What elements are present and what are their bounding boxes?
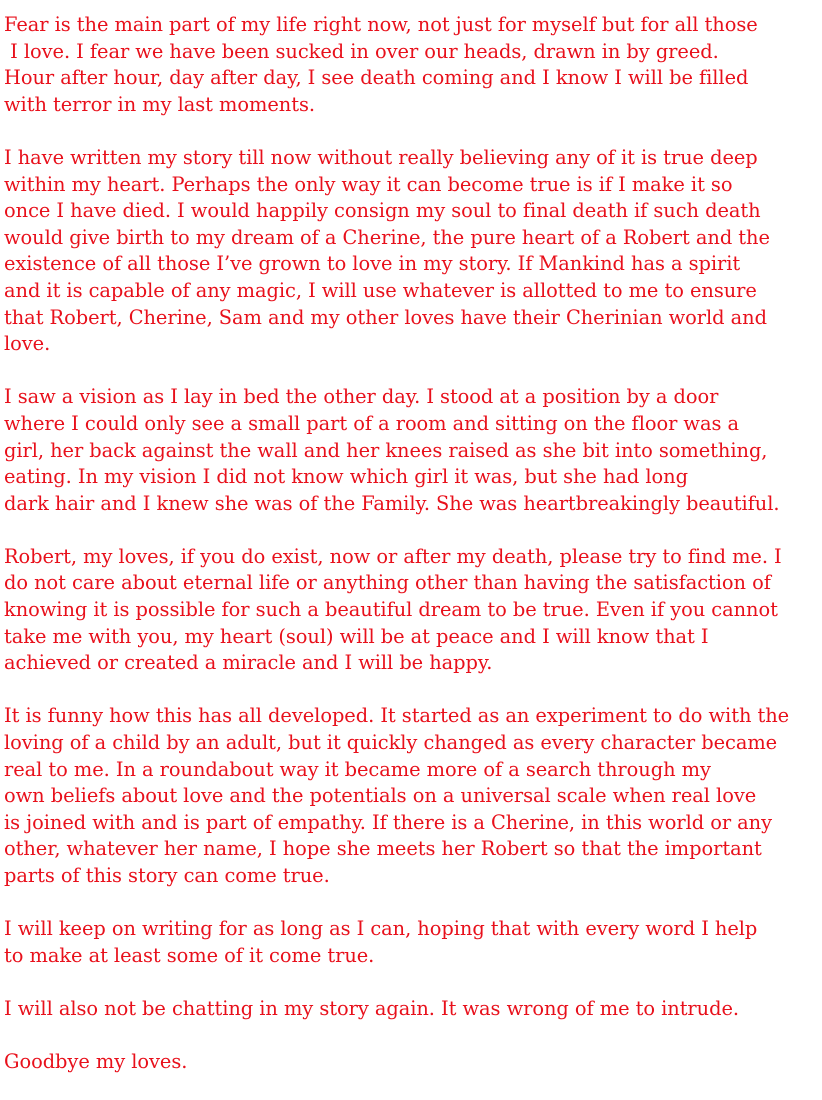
paragraph-not-chatting (4, 996, 818, 1023)
text-line: real to me. In a roundabout way it became more of a search through my (4, 757, 711, 781)
text-line: to make at least some of it come true. (4, 943, 375, 967)
text-line: with terror in my last moments. (4, 92, 315, 116)
text-line: love. (4, 332, 51, 356)
text-line: take me with you, my heart (soul) will be at peace and I will know that I (4, 624, 709, 648)
text-line: within my heart. Perhaps the only way it can become true is if I make it so (4, 172, 733, 196)
text-line: parts of this story can come true. (4, 864, 330, 887)
text-line: knowing it is possible for such a beautiful dream to be true. Even if you cannot (4, 598, 778, 622)
text-line: Fear is the main part of my life right now, not just for myself but for all those (4, 13, 758, 36)
paragraph-keep-writing (4, 916, 818, 969)
text-line: where I could only see a small part of a room and sitting on the floor was a (4, 411, 740, 435)
text-line: achieved or created a miracle and I will be happy. (4, 651, 493, 675)
text-line: I will keep on writing for as long as I can, hoping that with every word I help (4, 917, 758, 941)
text-line: I have written my story till now without really believing any of it is true deep (4, 145, 758, 169)
text-line: would give birth to my dream of a Cherine, the pure heart of a Robert and the (4, 225, 770, 249)
text-line: once I have died. I would happily consign my soul to final death if such death (4, 199, 761, 223)
paragraph-robert (4, 544, 818, 677)
text-line: I love. I fear we have been sucked in over our heads, drawn in by greed. (4, 39, 719, 63)
text-line: do not care about eternal life or anything other than having the satisfaction of (4, 571, 771, 595)
text-line: loving of a child by an adult, but it quickly changed as every character became (4, 731, 778, 755)
text-line: is joined with and is part of empathy. If there is a Cherine, in this world or any (4, 810, 773, 834)
paragraph-funny (4, 703, 818, 889)
paragraph-story (4, 145, 818, 358)
text-line: and it is capable of any magic, I will use whatever is allotted to me to ensure (4, 278, 757, 302)
text-line: existence of all those I’ve grown to love in my story. If Mankind has a spirit (4, 252, 741, 276)
text-line: It is funny how this has all developed. It started as an experiment to do with the (4, 704, 790, 728)
text-line: own beliefs about love and the potentials on a universal scale when real love (4, 784, 757, 808)
paragraph-goodbye (4, 1049, 818, 1076)
text-line: I saw a vision as I lay in bed the other day. I stood at a position by a door (4, 385, 719, 409)
text-line: dark hair and I knew she was of the Family. She was heartbreakingly beautiful. (4, 491, 780, 515)
text-line: Robert, my loves, if you do exist, now or after my death, please try to find me. I (4, 544, 782, 568)
paragraph-fear (4, 12, 818, 118)
text-line: other, whatever her name, I hope she meets her Robert so that the important (4, 837, 762, 861)
text-line: Goodbye my loves. (4, 1050, 188, 1074)
text-line: I will also not be chatting in my story again. It was wrong of me to intrude. (4, 996, 739, 1020)
text-line: Hour after hour, day after day, I see death coming and I know I will be filled (4, 66, 749, 90)
text-line: eating. In my vision I did not know which girl it was, but she had long (4, 465, 688, 489)
text-line: girl, her back against the wall and her knees raised as she bit into something, (4, 438, 768, 462)
paragraph-vision (4, 384, 818, 517)
text-line: that Robert, Cherine, Sam and my other loves have their Cherinian world and (4, 305, 767, 329)
